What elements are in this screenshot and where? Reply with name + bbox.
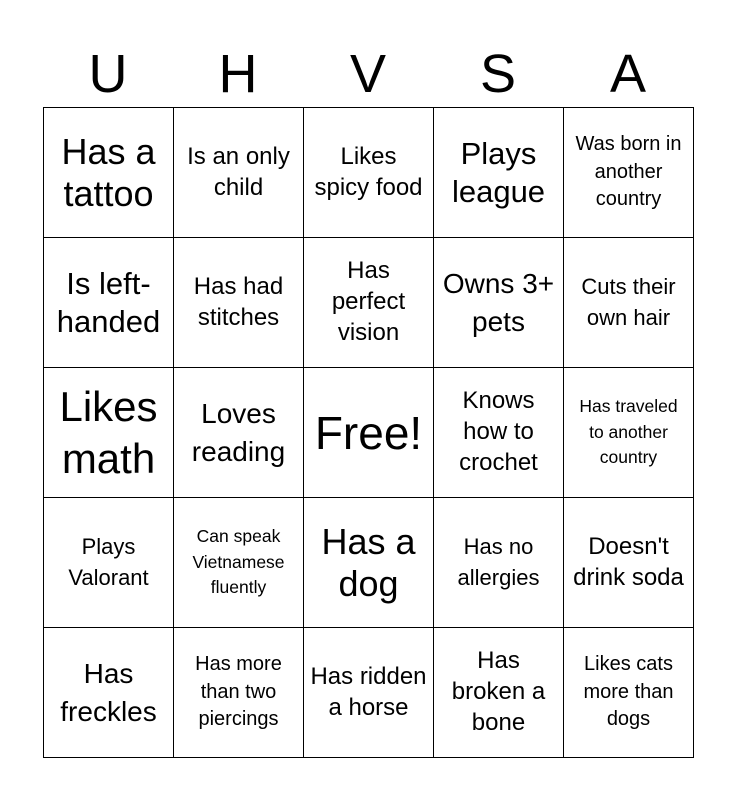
bingo-cell[interactable]: Is left-handed xyxy=(44,238,174,368)
bingo-cell[interactable]: Cuts their own hair xyxy=(564,238,694,368)
bingo-cell[interactable]: Has a dog xyxy=(304,498,434,628)
bingo-cell[interactable]: Loves reading xyxy=(174,368,304,498)
header-letter-v: V xyxy=(349,44,387,104)
bingo-cell[interactable]: Has broken a bone xyxy=(434,628,564,758)
bingo-cell[interactable]: Has perfect vision xyxy=(304,238,434,368)
header-letter-a: A xyxy=(609,44,647,104)
bingo-board xyxy=(43,107,694,758)
bingo-cell[interactable]: Has ridden a horse xyxy=(304,628,434,758)
bingo-cell[interactable]: Likes spicy food xyxy=(304,108,434,238)
bingo-cell[interactable]: Likes cats more than dogs xyxy=(564,628,694,758)
bingo-cell[interactable]: Owns 3+ pets xyxy=(434,238,564,368)
bingo-cell[interactable]: Has freckles xyxy=(44,628,174,758)
bingo-cell[interactable]: Likes math xyxy=(44,368,174,498)
bingo-cell[interactable]: Has more than two piercings xyxy=(174,628,304,758)
free-space-cell[interactable]: Free! xyxy=(304,368,434,498)
header-letter-u: U xyxy=(88,44,128,104)
bingo-cell[interactable]: Can speak Vietnamese fluently xyxy=(174,498,304,628)
bingo-cell[interactable]: Was born in another country xyxy=(564,108,694,238)
bingo-cell[interactable]: Has a tattoo xyxy=(44,108,174,238)
bingo-cell[interactable]: Doesn't drink soda xyxy=(564,498,694,628)
bingo-cell[interactable]: Has no allergies xyxy=(434,498,564,628)
header-letter-s: S xyxy=(479,44,517,104)
bingo-cell[interactable]: Knows how to crochet xyxy=(434,368,564,498)
bingo-header xyxy=(43,40,693,108)
bingo-cell[interactable]: Is an only child xyxy=(174,108,304,238)
bingo-cell[interactable]: Plays Valorant xyxy=(44,498,174,628)
bingo-cell[interactable]: Plays league xyxy=(434,108,564,238)
bingo-cell[interactable]: Has traveled to another country xyxy=(564,368,694,498)
header-letter-h: H xyxy=(218,44,258,104)
bingo-cell[interactable]: Has had stitches xyxy=(174,238,304,368)
